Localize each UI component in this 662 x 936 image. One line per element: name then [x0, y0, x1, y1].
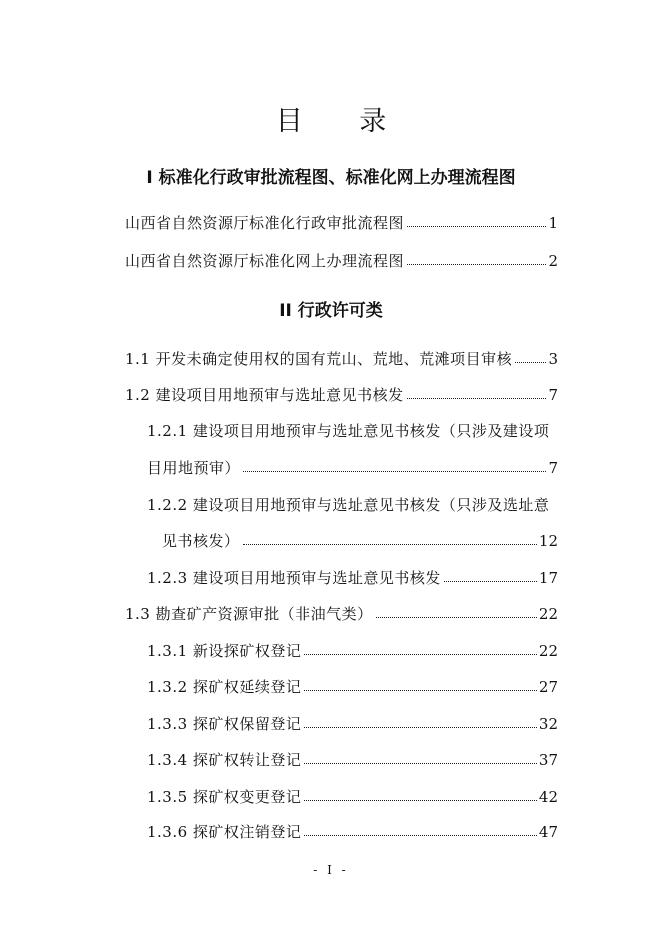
- page-footer-number: - I -: [313, 863, 349, 877]
- toc-entry[interactable]: [125, 349, 558, 369]
- dot-leader: [515, 358, 546, 363]
- toc-entry-title: 1.3.1 新设探矿权登记: [147, 642, 302, 660]
- dot-leader: [444, 577, 537, 582]
- dot-leader: [304, 759, 536, 764]
- toc-entry[interactable]: [147, 458, 558, 478]
- toc-entry-title: 山西省自然资源厅标准化行政审批流程图: [125, 214, 405, 232]
- toc-page-number: 17: [538, 569, 558, 587]
- toc-entry-title: 1.3.6 探矿权注销登记: [147, 823, 302, 841]
- toc-page-number: 1: [548, 214, 558, 232]
- dot-leader: [407, 394, 547, 399]
- dot-leader: [304, 723, 536, 728]
- toc-entry[interactable]: [147, 750, 558, 770]
- dot-leader: [304, 650, 536, 655]
- toc-entry[interactable]: [147, 641, 558, 661]
- toc-entry-title: 1.2 建设项目用地预审与选址意见书核发: [125, 386, 404, 404]
- toc-entry-title: 1.3 勘查矿产资源审批（非油气类）: [125, 605, 373, 623]
- toc-entry-title: 1.2.3 建设项目用地预审与选址意见书核发: [147, 569, 441, 587]
- toc-page-number: 47: [538, 823, 558, 841]
- dot-leader: [304, 831, 536, 836]
- toc-page-number: 27: [538, 678, 558, 696]
- toc-entry-title-line1[interactable]: 1.2.1 建设项目用地预审与选址意见书核发（只涉及建设项: [147, 422, 550, 440]
- toc-entry[interactable]: [147, 714, 558, 734]
- toc-entry[interactable]: [125, 604, 558, 624]
- toc-entry[interactable]: [147, 787, 558, 807]
- toc-entry-title: 1.3.2 探矿权延续登记: [147, 678, 302, 696]
- dot-leader: [376, 613, 537, 618]
- dot-leader: [304, 796, 536, 801]
- dot-leader: [243, 540, 537, 545]
- toc-entry[interactable]: [125, 385, 558, 405]
- toc-page-number: 2: [548, 252, 558, 270]
- toc-entry-title: 1.3.5 探矿权变更登记: [147, 788, 302, 806]
- toc-entry-title: 山西省自然资源厅标准化网上办理流程图: [125, 252, 405, 270]
- toc-page-number: 7: [548, 386, 558, 404]
- section-heading: I 标准化行政审批流程图、标准化网上办理流程图: [146, 168, 516, 188]
- toc-entry-title: 见书核发）: [162, 532, 240, 550]
- toc-entry[interactable]: [162, 531, 558, 551]
- toc-page-number: 22: [538, 642, 558, 660]
- toc-entry[interactable]: [125, 213, 558, 233]
- section-heading: II 行政许可类: [279, 301, 383, 321]
- toc-entry[interactable]: [147, 677, 558, 697]
- toc-page-number: 37: [538, 751, 558, 769]
- dot-leader: [304, 686, 536, 691]
- toc-page-number: 42: [538, 788, 558, 806]
- toc-page-number: 3: [548, 350, 558, 368]
- toc-entry-title: 目用地预审）: [147, 459, 241, 477]
- toc-page-number: 7: [548, 459, 558, 477]
- page-title: 目 录: [275, 106, 411, 137]
- toc-entry[interactable]: [147, 568, 558, 588]
- dot-leader: [243, 467, 546, 472]
- dot-leader: [407, 260, 546, 265]
- toc-entry[interactable]: [125, 251, 558, 271]
- toc-entry-title-line1[interactable]: 1.2.2 建设项目用地预审与选址意见书核发（只涉及选址意: [147, 496, 550, 514]
- toc-page-number: 32: [538, 715, 558, 733]
- toc-page-number: 22: [538, 605, 558, 623]
- dot-leader: [407, 222, 546, 227]
- toc-entry-title: 1.3.3 探矿权保留登记: [147, 715, 302, 733]
- toc-entry-title: 1.1 开发未确定使用权的国有荒山、荒地、荒滩项目审核: [125, 350, 513, 368]
- toc-entry-title: 1.3.4 探矿权转让登记: [147, 751, 302, 769]
- toc-page-number: 12: [538, 532, 558, 550]
- toc-entry[interactable]: [147, 822, 558, 842]
